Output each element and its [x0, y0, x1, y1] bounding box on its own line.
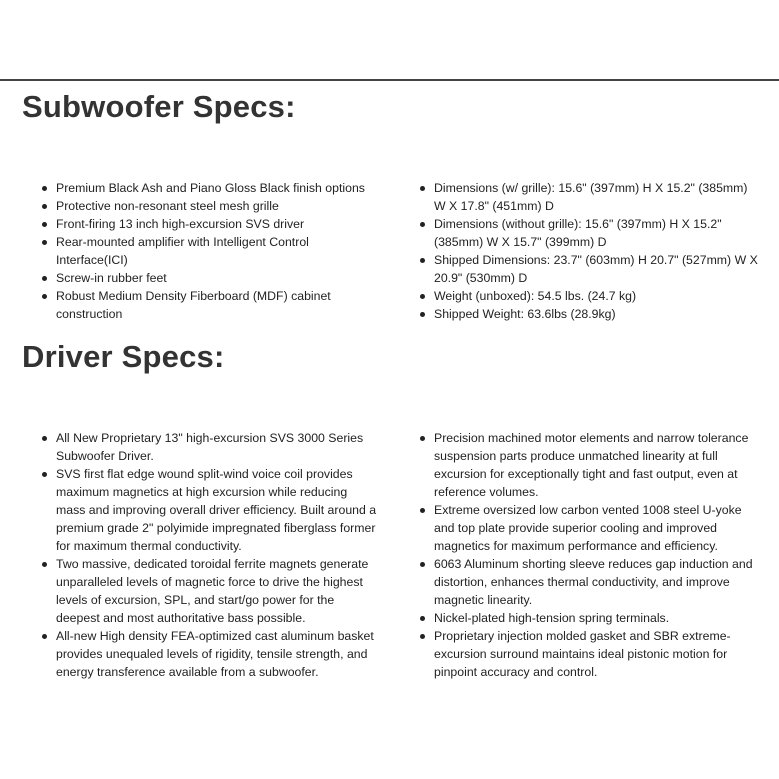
spec-item: Screw-in rubber feet: [42, 269, 372, 287]
spec-item: Proprietary injection molded gasket and SBR extreme-excursion surround maintains ideal pistonic motion for pinpoint accuracy and control.: [420, 627, 760, 681]
spec-item: All-new High density FEA-optimized cast aluminum basket provides unequaled levels of rigidity, tensile strength, and energy transference available from a subwoofer.: [42, 627, 377, 681]
spec-item: Dimensions (w/ grille): 15.6" (397mm) H X 15.2" (385mm) W X 17.8" (451mm) D: [420, 179, 760, 215]
driver-specs-heading: Driver Specs:: [22, 339, 225, 374]
spec-item: Shipped Weight: 63.6lbs (28.9kg): [420, 305, 760, 323]
subwoofer-specs-list-right: [420, 179, 760, 323]
driver-specs-list-right: [420, 429, 760, 681]
top-divider: [0, 79, 779, 81]
spec-item: Premium Black Ash and Piano Gloss Black finish options: [42, 179, 372, 197]
spec-item: Nickel-plated high-tension spring terminals.: [420, 609, 760, 627]
spec-item: Rear-mounted amplifier with Intelligent Control Interface(ICI): [42, 233, 372, 269]
spec-item: Protective non-resonant steel mesh grille: [42, 197, 372, 215]
spec-item: Two massive, dedicated toroidal ferrite magnets generate unparalleled levels of magnetic force to drive the highest levels of excursion, SPL, and start/go power for the deepest and most authoritative bass possible.: [42, 555, 377, 627]
spec-item: Robust Medium Density Fiberboard (MDF) cabinet construction: [42, 287, 372, 323]
spec-item: Shipped Dimensions: 23.7" (603mm) H 20.7" (527mm) W X 20.9" (530mm) D: [420, 251, 760, 287]
subwoofer-specs-list-left: [42, 179, 372, 323]
spec-item: 6063 Aluminum shorting sleeve reduces gap induction and distortion, enhances thermal conductivity, and improve magnetic linearity.: [420, 555, 760, 609]
spec-item: Weight (unboxed): 54.5 lbs. (24.7 kg): [420, 287, 760, 305]
spec-item: All New Proprietary 13" high-excursion SVS 3000 Series Subwoofer Driver.: [42, 429, 377, 465]
spec-item: SVS first flat edge wound split-wind voice coil provides maximum magnetics at high excursion while reducing mass and improving overall driver efficiency. Built around a premium grade 2" polyimide impregnated fiberglass former for maximum thermal conductivity.: [42, 465, 377, 555]
subwoofer-specs-heading: Subwoofer Specs:: [22, 89, 296, 124]
driver-specs-list-left: [42, 429, 377, 681]
spec-item: Front-firing 13 inch high-excursion SVS driver: [42, 215, 372, 233]
spec-item: Precision machined motor elements and narrow tolerance suspension parts produce unmatched linearity at full excursion for exceptionally tight and fast output, even at reference volumes.: [420, 429, 760, 501]
spec-item: Extreme oversized low carbon vented 1008 steel U-yoke and top plate provide superior cooling and improved magnetics for maximum performance and efficiency.: [420, 501, 760, 555]
spec-item: Dimensions (without grille): 15.6" (397mm) H X 15.2" (385mm) W X 15.7" (399mm) D: [420, 215, 760, 251]
